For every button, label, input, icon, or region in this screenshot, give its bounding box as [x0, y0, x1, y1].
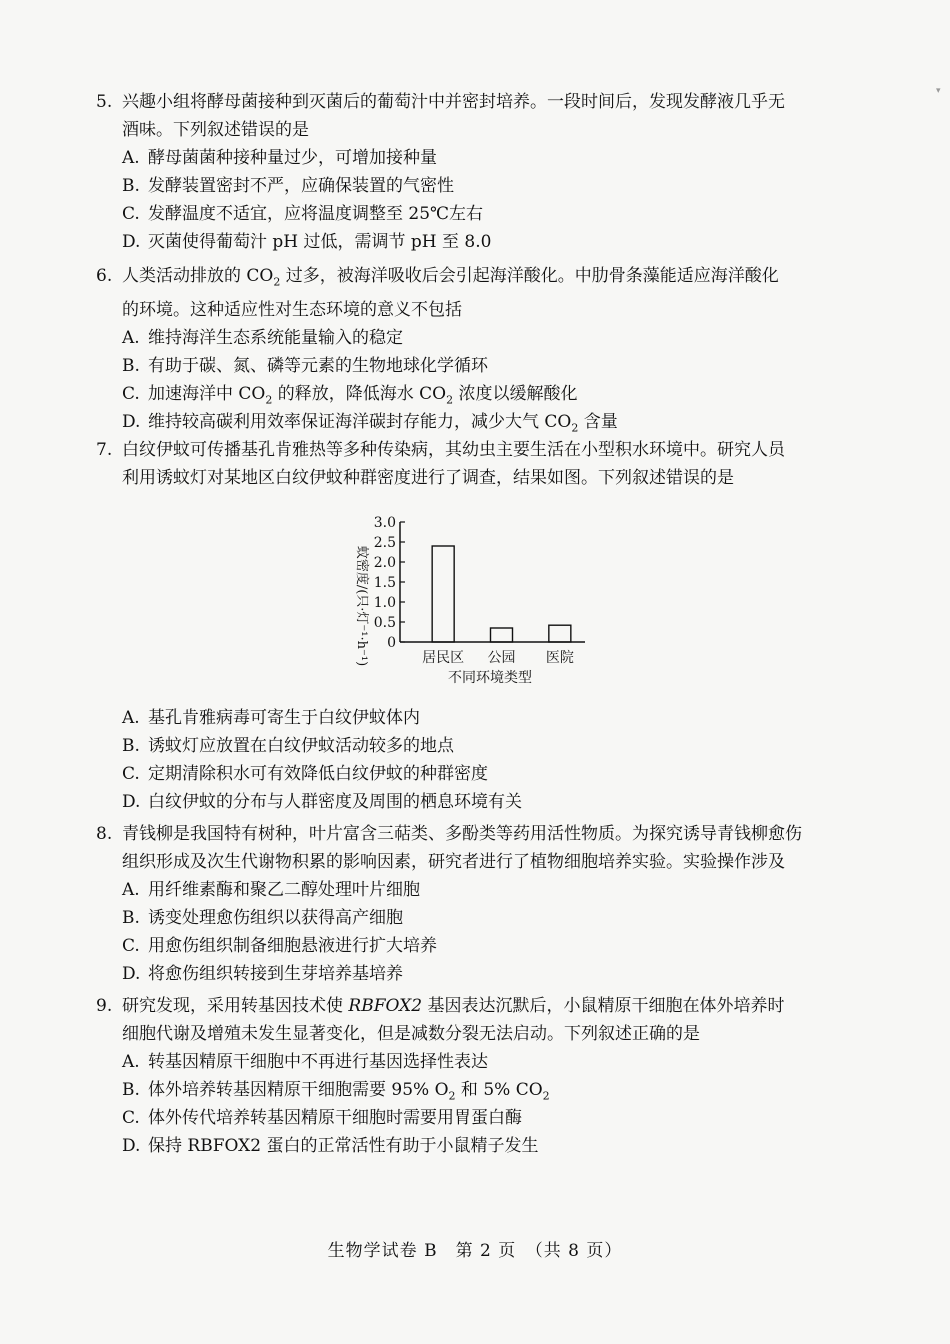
stem-line: 酒味。下列叙述错误的是: [122, 120, 309, 140]
option-letter: B.: [122, 1080, 140, 1100]
option-d: [96, 788, 846, 816]
question-6: [96, 262, 846, 436]
option-c: [96, 1104, 846, 1132]
option-b: [96, 732, 846, 760]
option-text: 发酵装置密封不严，应确保装置的气密性: [148, 176, 454, 196]
scan-artifact-mark: ▾: [936, 86, 941, 96]
option-c: [96, 932, 846, 960]
stem-text: 基因表达沉默后，小鼠精原干细胞在体外培养时: [422, 996, 785, 1016]
question-stem: [96, 820, 846, 848]
option-letter: D.: [122, 412, 141, 433]
stem-line: 白纹伊蚊可传播基孔肯雅热等多种传染病，其幼虫主要生活在小型积水环境中。研究人员: [122, 440, 785, 460]
page-footer: 生物学试卷 B 第 2 页 （共 8 页）: [327, 1241, 623, 1261]
option-letter: D.: [122, 964, 141, 984]
subscript: 2: [446, 393, 454, 407]
option-text: 基孔肯雅病毒可寄生于白纹伊蚊体内: [148, 708, 420, 728]
question-stem: [96, 436, 846, 464]
option-text: 含量: [578, 412, 618, 433]
option-letter: C.: [122, 204, 140, 224]
question-number: 8.: [96, 824, 113, 844]
question-number: 6.: [96, 266, 113, 286]
y-tick-label: 0.5: [373, 615, 396, 631]
question-8: [96, 820, 846, 988]
option-text: 保持 RBFOX2 蛋白的正常活性有助于小鼠精子发生: [148, 1136, 539, 1156]
option-text: 维持海洋生态系统能量输入的稳定: [148, 328, 403, 349]
y-tick-label: 2.5: [373, 535, 396, 551]
option-letter: A.: [122, 1052, 140, 1072]
question-stem: [96, 262, 846, 296]
question-number: 7.: [96, 440, 113, 460]
option-letter: D.: [122, 792, 141, 812]
option-text: 和 5% CO: [455, 1080, 543, 1100]
question-stem: [96, 992, 846, 1020]
option-letter: B.: [122, 356, 140, 377]
option-text: 体外培养转基因精原干细胞需要 95% O: [148, 1080, 449, 1100]
option-text: 体外传代培养转基因精原干细胞时需要用胃蛋白酶: [148, 1108, 522, 1128]
option-letter: C.: [122, 936, 140, 956]
y-tick-label: 1.0: [373, 595, 396, 611]
option-c: [96, 760, 846, 788]
option-b: [96, 904, 846, 932]
question-stem: [96, 88, 846, 116]
option-letter: A.: [122, 708, 140, 728]
question-5: [96, 88, 846, 256]
option-b: [96, 172, 846, 200]
option-b: [96, 1076, 846, 1104]
option-text: 将愈伤组织转接到生芽培养基培养: [148, 964, 403, 984]
option-d: [96, 408, 846, 436]
subscript: 2: [273, 275, 281, 289]
option-text: 白纹伊蚊的分布与人群密度及周围的栖息环境有关: [148, 792, 522, 812]
option-text: 的释放，降低海水 CO: [272, 384, 447, 405]
question-7-options: [96, 704, 846, 816]
question-9: [96, 992, 846, 1160]
option-text: 有助于碳、氮、磷等元素的生物地球化学循环: [148, 356, 488, 377]
option-letter: A.: [122, 880, 140, 900]
option-a: [96, 704, 846, 732]
bar-chart: [340, 508, 600, 688]
subscript: 2: [542, 1089, 550, 1103]
option-letter: A.: [122, 328, 140, 349]
option-text: 用愈伤组织制备细胞悬液进行扩大培养: [148, 936, 437, 956]
option-text: 浓度以缓解酸化: [453, 384, 578, 405]
option-d: [96, 228, 846, 256]
bars: [432, 546, 571, 642]
stem-line: 利用诱蚊灯对某地区白纹伊蚊种群密度进行了调查，结果如图。下列叙述错误的是: [122, 468, 734, 488]
option-text: 诱变处理愈伤组织以获得高产细胞: [148, 908, 403, 928]
question-number: 5.: [96, 92, 113, 112]
x-tick-label: 居民区: [422, 650, 465, 666]
option-text: 加速海洋中 CO: [148, 384, 266, 405]
option-letter: B.: [122, 176, 140, 196]
stem-line: 组织形成及次生代谢物积累的影响因素，研究者进行了植物细胞培养实验。实验操作涉及: [122, 852, 785, 872]
stem-text: 人类活动排放的 CO: [122, 266, 274, 286]
subscript: 2: [448, 1089, 456, 1103]
stem-line: 青钱柳是我国特有树种，叶片富含三萜类、多酚类等药用活性物质。为探究诱导青钱柳愈伤: [122, 824, 802, 844]
question-7: [96, 436, 846, 492]
option-text: 灭菌使得葡萄汁 pH 过低，需调节 pH 至 8.0: [148, 232, 492, 252]
stem-line: 兴趣小组将酵母菌接种到灭菌后的葡萄汁中并密封培养。一段时间后，发现发酵液几乎无: [122, 92, 785, 112]
x-tick-label: 公园: [487, 650, 516, 666]
option-d: [96, 1132, 846, 1160]
option-text: 用纤维素酶和聚乙二醇处理叶片细胞: [148, 880, 420, 900]
option-text: 转基因精原干细胞中不再进行基因选择性表达: [148, 1052, 488, 1072]
bar: [549, 625, 571, 642]
stem-text: 过多，被海洋吸收后会引起海洋酸化。中肋骨条藻能适应海洋酸化: [280, 266, 779, 286]
y-tick-label: 1.5: [373, 575, 396, 591]
stem-line: 细胞代谢及增殖未发生显著变化，但是减数分裂无法启动。下列叙述正确的是: [122, 1024, 700, 1044]
x-axis-label: 不同环境类型: [448, 670, 532, 686]
x-tick-label: 医院: [545, 650, 574, 666]
y-axis-label: 蚊密度/(只·灯⁻¹·h⁻¹): [354, 545, 369, 667]
x-ticks: [422, 650, 574, 666]
y-tick-label: 2.0: [373, 555, 396, 571]
subscript: 2: [571, 421, 579, 435]
gene-name: RBFOX2: [348, 996, 423, 1016]
option-c: [96, 380, 846, 408]
option-text: 定期清除积水可有效降低白纹伊蚊的种群密度: [148, 764, 488, 784]
question-number: 9.: [96, 996, 113, 1016]
subscript: 2: [265, 393, 273, 407]
stem-text: 研究发现，采用转基因技术使: [122, 996, 349, 1016]
option-b: [96, 352, 846, 380]
y-tick-label: 3.0: [373, 515, 396, 531]
option-letter: C.: [122, 384, 140, 405]
option-a: [96, 324, 846, 352]
option-text: 发酵温度不适宜，应将温度调整至 25℃左右: [148, 204, 484, 224]
stem-line: 的环境。这种适应性对生态环境的意义不包括: [122, 300, 462, 321]
option-letter: B.: [122, 908, 140, 928]
bar: [432, 546, 454, 642]
option-letter: C.: [122, 1108, 140, 1128]
bar: [491, 628, 513, 642]
chart-axes: [400, 522, 585, 642]
option-c: [96, 200, 846, 228]
mosquito-density-chart: [340, 508, 600, 688]
option-letter: D.: [122, 1136, 141, 1156]
option-text: 诱蚊灯应放置在白纹伊蚊活动较多的地点: [148, 736, 454, 756]
option-a: [96, 1048, 846, 1076]
option-letter: B.: [122, 736, 140, 756]
option-text: 维持较高碳利用效率保证海洋碳封存能力，减少大气 CO: [148, 412, 572, 433]
option-letter: C.: [122, 764, 140, 784]
option-a: [96, 876, 846, 904]
y-tick-label: 0: [387, 635, 396, 651]
option-letter: A.: [122, 148, 140, 168]
option-d: [96, 960, 846, 988]
y-axis-label-group: [354, 546, 370, 666]
option-text: 酵母菌菌种接种量过少，可增加接种量: [148, 148, 437, 168]
option-letter: D.: [122, 232, 141, 252]
option-a: [96, 144, 846, 172]
